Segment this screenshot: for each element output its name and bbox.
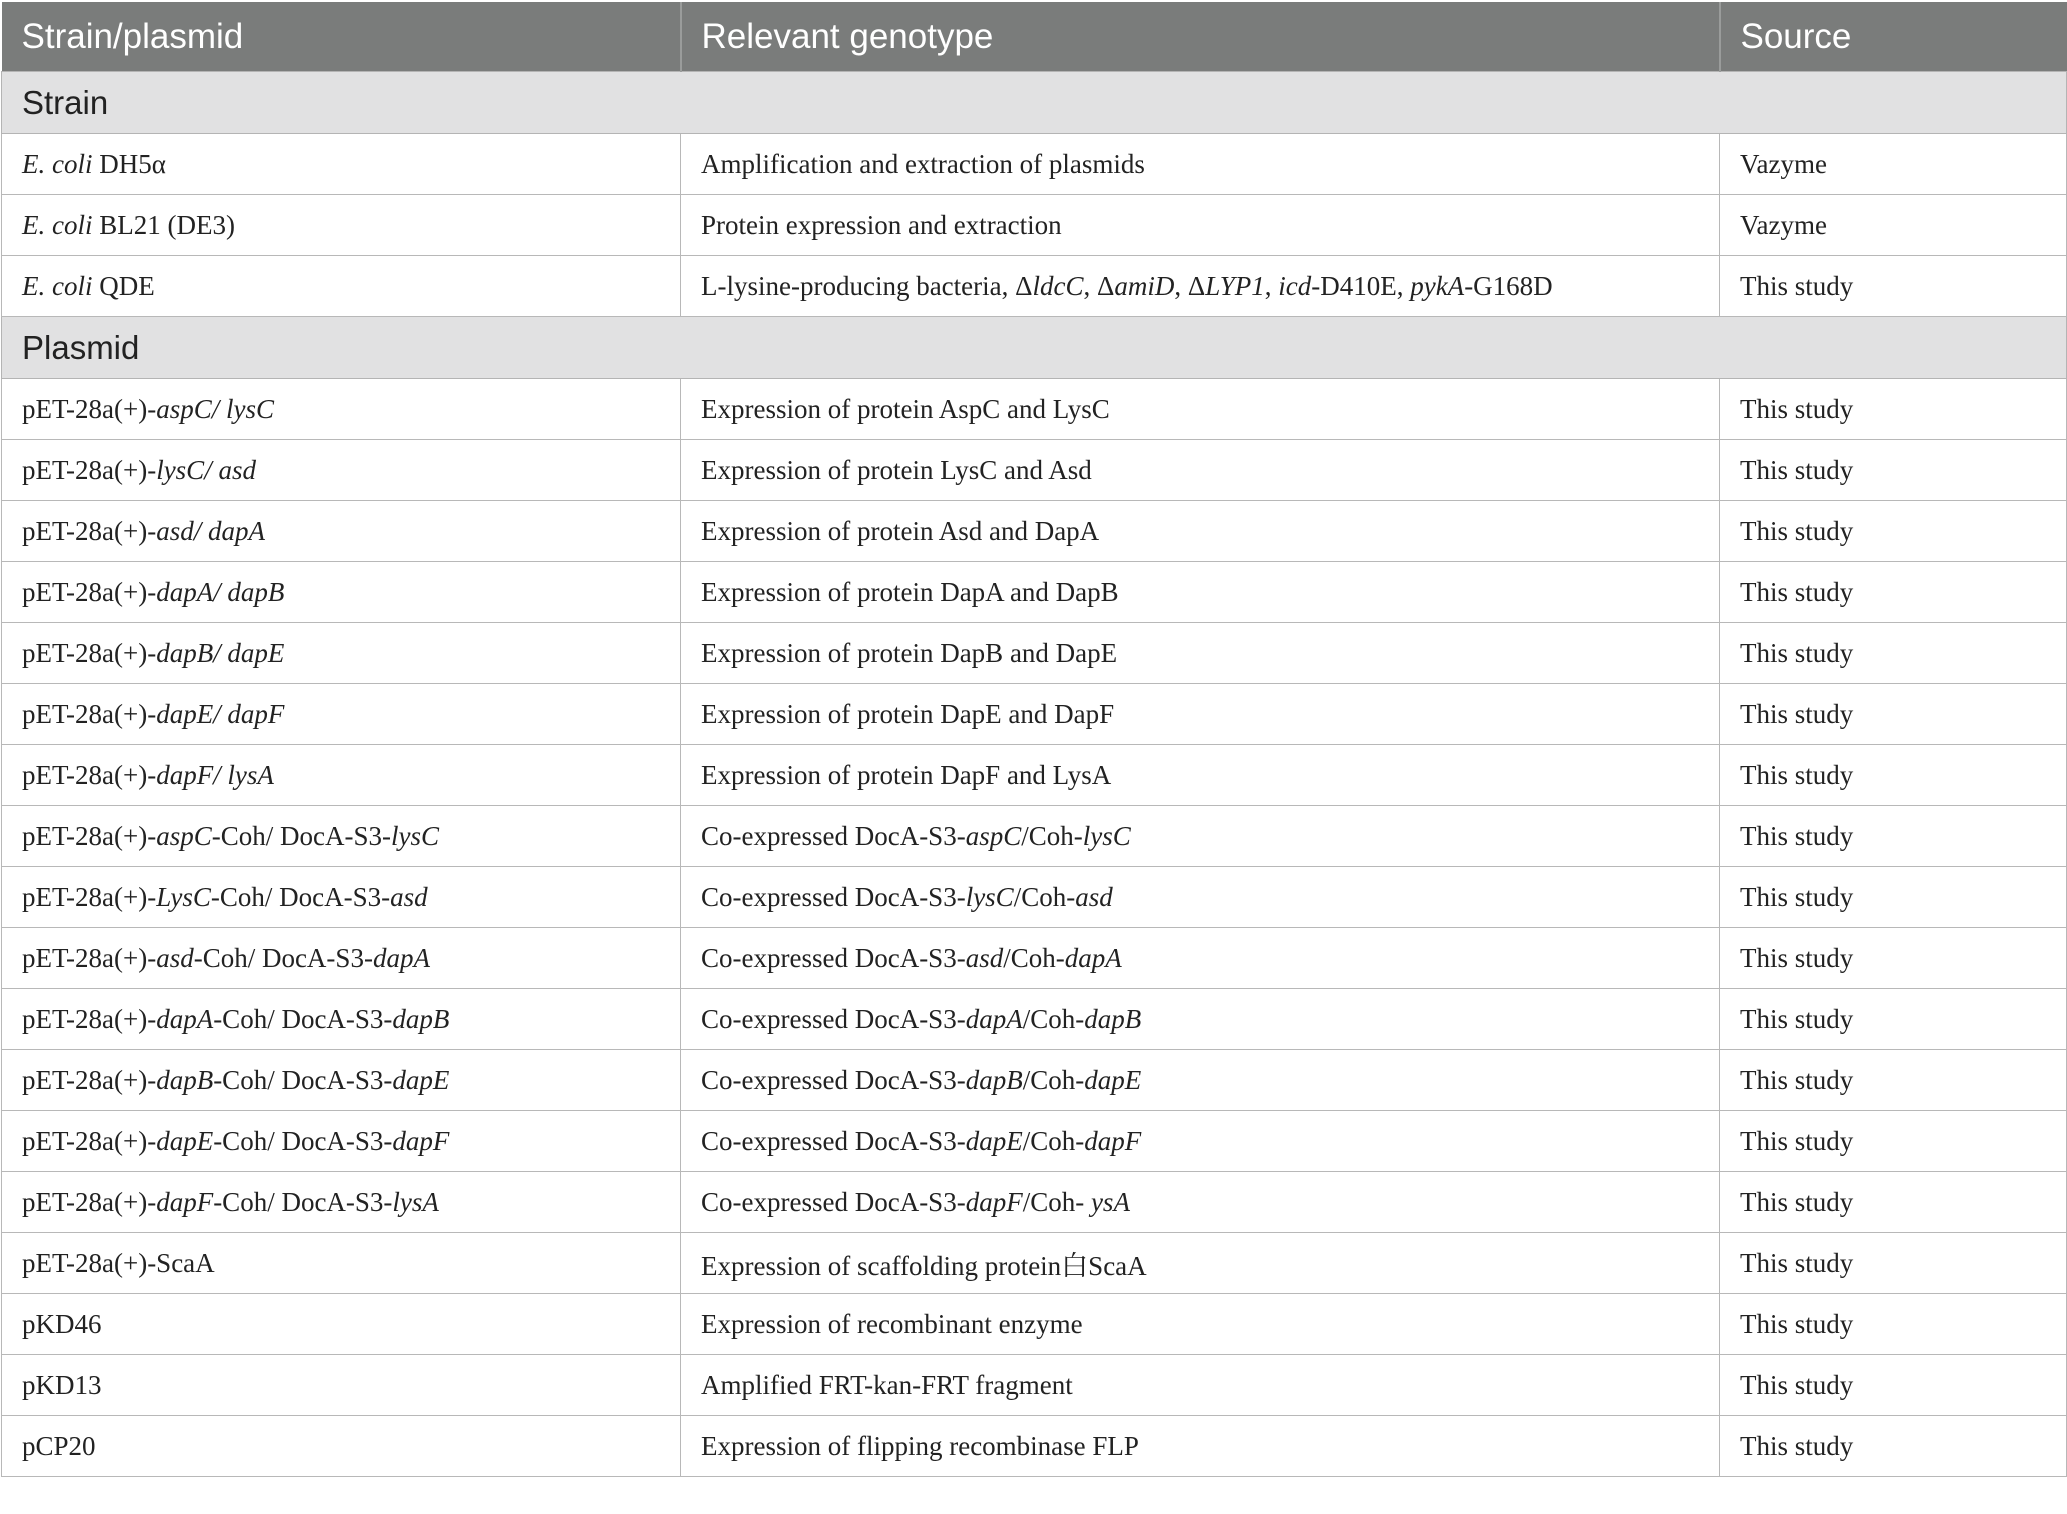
text-segment: LysC	[156, 881, 211, 912]
table-row	[2, 1233, 2067, 1294]
cell-strain-plasmid	[2, 623, 681, 684]
text-segment: Expression of recombinant enzyme	[701, 1308, 1083, 1339]
cell-genotype	[681, 256, 1720, 317]
section-row	[2, 72, 2067, 134]
text-segment: L-lysine-producing bacteria, Δ	[701, 270, 1033, 301]
text-segment: Expression of protein DapB and DapE	[701, 637, 1118, 668]
table-row	[2, 134, 2067, 195]
cell-strain-plasmid	[2, 867, 681, 928]
text-segment: /Coh-	[1022, 1186, 1091, 1217]
strain-plasmid-table	[1, 2, 2067, 1477]
text-segment: -Coh/ DocA-S3-	[213, 1125, 393, 1156]
text-segment: -Coh/ DocA-S3-	[211, 820, 391, 851]
text-segment: pET-28a(+)-	[22, 1064, 157, 1095]
text-segment: dapF	[156, 1186, 214, 1217]
text-segment: icd	[1278, 270, 1312, 301]
text-segment: dapB	[392, 1003, 450, 1034]
text-segment: E. coli	[22, 270, 93, 301]
text-segment: Protein expression and extraction	[701, 209, 1062, 240]
text-segment: dapF	[965, 1186, 1023, 1217]
text-segment: ysA	[1090, 1186, 1130, 1217]
cell-source: This study	[1720, 1233, 2067, 1294]
cell-source: This study	[1720, 867, 2067, 928]
text-segment: dapE	[965, 1125, 1023, 1156]
text-segment: Expression of protein DapF and LysA	[701, 759, 1112, 790]
cell-genotype	[681, 989, 1720, 1050]
text-segment: pKD13	[22, 1369, 102, 1400]
cell-genotype	[681, 1172, 1720, 1233]
text-segment: -Coh/ DocA-S3-	[213, 1003, 393, 1034]
text-segment: dapB	[965, 1064, 1023, 1095]
text-segment: aspC	[156, 820, 212, 851]
text-segment: asd/ dapA	[156, 515, 265, 546]
cell-source: This study	[1720, 928, 2067, 989]
text-segment: dapF	[392, 1125, 450, 1156]
table-row	[2, 501, 2067, 562]
text-segment: pET-28a(+)-	[22, 1186, 157, 1217]
cell-genotype	[681, 1233, 1720, 1294]
cell-genotype	[681, 440, 1720, 501]
text-segment: asd	[156, 942, 194, 973]
text-segment: dapE/ dapF	[156, 698, 285, 729]
text-segment: dapB	[156, 1064, 214, 1095]
cell-genotype	[681, 1050, 1720, 1111]
cell-strain-plasmid	[2, 195, 681, 256]
cell-genotype	[681, 806, 1720, 867]
text-segment: QDE	[92, 270, 155, 301]
table-body	[2, 72, 2067, 1477]
text-segment: lysC	[965, 881, 1014, 912]
cell-genotype	[681, 745, 1720, 806]
text-segment: pCP20	[22, 1430, 96, 1461]
text-segment: dapF/ lysA	[156, 759, 274, 790]
text-segment: dapB	[1084, 1003, 1142, 1034]
table-row	[2, 1416, 2067, 1477]
cell-source: This study	[1720, 745, 2067, 806]
cell-strain-plasmid	[2, 1294, 681, 1355]
text-segment: -Coh/ DocA-S3-	[210, 881, 391, 912]
header-strain-plasmid: Strain/plasmid	[2, 2, 681, 72]
text-segment: asd	[390, 881, 428, 912]
cell-genotype	[681, 134, 1720, 195]
cell-strain-plasmid	[2, 134, 681, 195]
cell-genotype	[681, 1416, 1720, 1477]
cell-genotype	[681, 1294, 1720, 1355]
text-segment: , Δ	[1083, 270, 1115, 301]
text-segment: dapA	[1064, 942, 1122, 973]
text-segment: E. coli	[22, 148, 93, 179]
cell-genotype	[681, 684, 1720, 745]
cell-strain-plasmid	[2, 1050, 681, 1111]
text-segment: Co-expressed DocA-S3-	[701, 942, 966, 973]
text-segment: -Coh/ DocA-S3-	[193, 942, 373, 973]
text-segment: pET-28a(+)-	[22, 942, 157, 973]
cell-genotype	[681, 867, 1720, 928]
text-segment: lysC	[390, 820, 439, 851]
text-segment: /Coh-	[1003, 942, 1065, 973]
text-segment: dapA	[372, 942, 430, 973]
text-segment: -Coh/ DocA-S3-	[213, 1064, 393, 1095]
cell-genotype	[681, 379, 1720, 440]
text-segment: pykA	[1410, 270, 1465, 301]
section-row	[2, 317, 2067, 379]
header-relevant-genotype: Relevant genotype	[681, 2, 1720, 72]
text-segment: pET-28a(+)-	[22, 454, 157, 485]
table-row	[2, 562, 2067, 623]
text-segment: /Coh-	[1022, 1003, 1085, 1034]
text-segment: Co-expressed DocA-S3-	[701, 1125, 966, 1156]
table-row	[2, 1294, 2067, 1355]
table-row	[2, 379, 2067, 440]
text-segment: dapE	[1084, 1064, 1142, 1095]
text-segment: Expression of protein AspC and LysC	[701, 393, 1110, 424]
text-segment: Co-expressed DocA-S3-	[701, 1003, 966, 1034]
text-segment: -G168D	[1464, 270, 1553, 301]
text-segment: dapA	[156, 1003, 214, 1034]
cell-strain-plasmid	[2, 1355, 681, 1416]
text-segment: -Coh/ DocA-S3-	[213, 1186, 393, 1217]
text-segment: pET-28a(+)-	[22, 820, 157, 851]
text-segment: Co-expressed DocA-S3-	[701, 1186, 966, 1217]
text-segment: BL21 (DE3)	[92, 209, 235, 240]
cell-source: This study	[1720, 256, 2067, 317]
text-segment: dapE	[156, 1125, 214, 1156]
text-segment: dapA	[965, 1003, 1023, 1034]
text-segment: DH5α	[92, 148, 166, 179]
table-row	[2, 745, 2067, 806]
table-row	[2, 1172, 2067, 1233]
cell-source: This study	[1720, 623, 2067, 684]
text-segment: /Coh-	[1021, 820, 1083, 851]
cell-strain-plasmid	[2, 1111, 681, 1172]
table-row	[2, 1111, 2067, 1172]
cell-source: Vazyme	[1720, 134, 2067, 195]
table-row	[2, 1050, 2067, 1111]
cell-source: This study	[1720, 440, 2067, 501]
cell-source: This study	[1720, 1172, 2067, 1233]
text-segment: pET-28a(+)-	[22, 1125, 157, 1156]
cell-source: This study	[1720, 562, 2067, 623]
text-segment: lysA	[392, 1186, 439, 1217]
table-row	[2, 806, 2067, 867]
cell-strain-plasmid	[2, 379, 681, 440]
cell-source: This study	[1720, 684, 2067, 745]
cell-strain-plasmid	[2, 745, 681, 806]
cell-source: This study	[1720, 1294, 2067, 1355]
text-segment: aspC/ lysC	[156, 393, 274, 424]
cell-strain-plasmid	[2, 256, 681, 317]
cell-source: This study	[1720, 501, 2067, 562]
text-segment: pET-28a(+)-	[22, 515, 157, 546]
cell-source: This study	[1720, 379, 2067, 440]
cell-strain-plasmid	[2, 1416, 681, 1477]
text-segment: Expression of protein Asd and DapA	[701, 515, 1100, 546]
cell-genotype	[681, 501, 1720, 562]
text-segment: LYP1	[1205, 270, 1265, 301]
text-segment: lysC	[1082, 820, 1131, 851]
table-row	[2, 928, 2067, 989]
cell-strain-plasmid	[2, 989, 681, 1050]
table-row	[2, 867, 2067, 928]
text-segment: pKD46	[22, 1308, 102, 1339]
text-segment: dapF	[1084, 1125, 1142, 1156]
text-segment: pET-28a(+)-	[22, 393, 157, 424]
table-row	[2, 623, 2067, 684]
document	[0, 2, 2067, 1477]
table-header	[2, 2, 2067, 72]
text-segment: Co-expressed DocA-S3-	[701, 820, 966, 851]
text-segment: /Coh-	[1013, 881, 1076, 912]
text-segment: /Coh-	[1022, 1064, 1085, 1095]
cell-strain-plasmid	[2, 1172, 681, 1233]
text-segment: ldcC	[1032, 270, 1084, 301]
header-row	[2, 2, 2067, 72]
cell-strain-plasmid	[2, 1233, 681, 1294]
text-segment: ,	[1264, 270, 1279, 301]
cell-source: Vazyme	[1720, 195, 2067, 256]
text-segment: Amplified FRT-kan-FRT fragment	[701, 1369, 1073, 1400]
text-segment: Co-expressed DocA-S3-	[701, 881, 966, 912]
text-segment: Expression of protein LysC and Asd	[701, 454, 1092, 485]
cell-genotype	[681, 1111, 1720, 1172]
text-segment: asd	[965, 942, 1004, 973]
text-segment: Expression of protein DapE and DapF	[701, 698, 1115, 729]
text-segment: Co-expressed DocA-S3-	[701, 1064, 966, 1095]
text-segment: , Δ	[1174, 270, 1206, 301]
text-segment: aspC	[965, 820, 1022, 851]
cell-genotype	[681, 195, 1720, 256]
cell-strain-plasmid	[2, 928, 681, 989]
section-title: Strain	[2, 72, 2067, 134]
cell-strain-plasmid	[2, 562, 681, 623]
table-row	[2, 195, 2067, 256]
cell-source: This study	[1720, 1050, 2067, 1111]
table-row	[2, 440, 2067, 501]
text-segment: pET-28a(+)-	[22, 637, 157, 668]
text-segment: Expression of protein DapA and DapB	[701, 576, 1119, 607]
cell-source: This study	[1720, 806, 2067, 867]
text-segment: pET-28a(+)-	[22, 1003, 157, 1034]
text-segment: pET-28a(+)-	[22, 576, 157, 607]
text-segment: amiD	[1114, 270, 1175, 301]
cell-source: This study	[1720, 1355, 2067, 1416]
text-segment: pET-28a(+)-	[22, 881, 157, 912]
text-segment: Amplification and extraction of plasmids	[701, 148, 1145, 179]
text-segment: /Coh-	[1022, 1125, 1085, 1156]
cell-strain-plasmid	[2, 806, 681, 867]
cell-source: This study	[1720, 1111, 2067, 1172]
table-row	[2, 684, 2067, 745]
cell-source: This study	[1720, 989, 2067, 1050]
cell-genotype	[681, 562, 1720, 623]
text-segment: dapB/ dapE	[156, 637, 285, 668]
cell-strain-plasmid	[2, 684, 681, 745]
text-segment: asd	[1075, 881, 1113, 912]
text-segment: Expression of flipping recombinase FLP	[701, 1430, 1139, 1461]
cell-genotype	[681, 1355, 1720, 1416]
table-row	[2, 989, 2067, 1050]
text-segment: lysC/ asd	[156, 454, 256, 485]
cell-strain-plasmid	[2, 501, 681, 562]
section-title: Plasmid	[2, 317, 2067, 379]
table-row	[2, 256, 2067, 317]
text-segment: Expression of scaffolding protein白ScaA	[701, 1250, 1147, 1281]
text-segment: dapA/ dapB	[156, 576, 285, 607]
cell-genotype	[681, 928, 1720, 989]
text-segment: dapE	[392, 1064, 450, 1095]
text-segment: pET-28a(+)-	[22, 698, 157, 729]
header-source: Source	[1720, 2, 2067, 72]
table-row	[2, 1355, 2067, 1416]
cell-genotype	[681, 623, 1720, 684]
text-segment: -D410E,	[1311, 270, 1411, 301]
text-segment: pET-28a(+)-	[22, 759, 157, 790]
text-segment: pET-28a(+)-ScaA	[22, 1247, 215, 1278]
cell-source: This study	[1720, 1416, 2067, 1477]
cell-strain-plasmid	[2, 440, 681, 501]
text-segment: E. coli	[22, 209, 93, 240]
